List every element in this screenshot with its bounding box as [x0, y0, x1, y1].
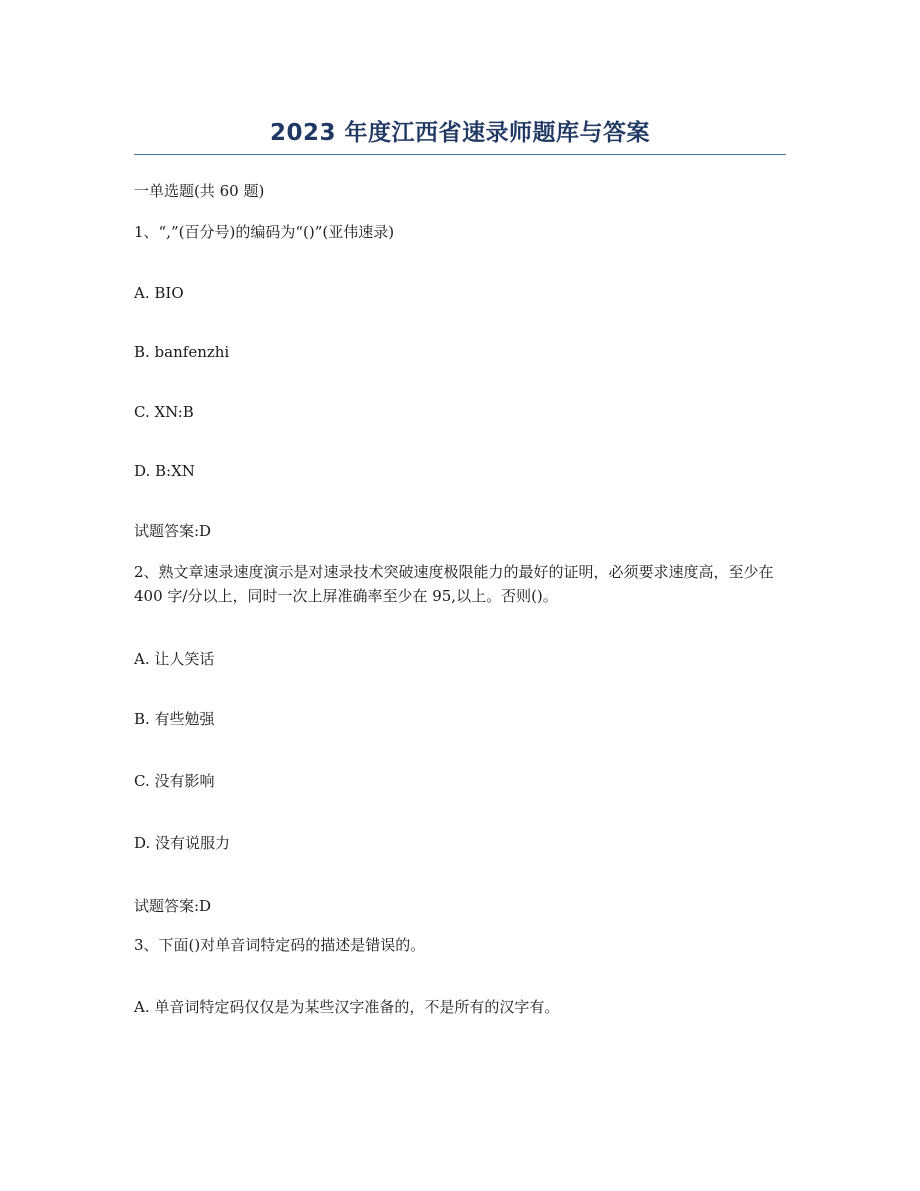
question-2-option-d: D. 没有说服力 [134, 834, 231, 852]
question-3-option-a: A. 单音词特定码仅仅是为某些汉字准备的，不是所有的汉字有。 [134, 998, 560, 1016]
question-2-option-c: C. 没有影响 [134, 772, 215, 790]
question-3-text: 3、下面()对单音词特定码的描述是错误的。 [134, 936, 426, 954]
question-2-option-b: B. 有些勉强 [134, 710, 215, 728]
question-1-option-b: B. banfenzhi [134, 343, 230, 361]
question-1-option-d: D. B:XN [134, 462, 195, 480]
question-1-text: 1、“,”(百分号)的编码为“()”(亚伟速录) [134, 223, 395, 241]
question-1-option-c: C. XN:B [134, 403, 194, 421]
section-header: 一单选题(共 60 题) [134, 182, 265, 200]
document-title: 2023 年度江西省速录师题库与答案 [269, 120, 651, 146]
title-divider [134, 154, 786, 155]
question-2-answer: 试题答案:D [134, 897, 212, 915]
question-2-text: 2、熟文章速录速度演示是对速录技术突破速度极限能力的最好的证明，必须要求速度高，至少在 400 字/分以上，同时一次上屏准确率至少在 95,以上。否则()。 [134, 563, 774, 605]
question-1-option-a: A. BIO [134, 284, 184, 302]
question-2-option-a: A. 让人笑话 [134, 650, 215, 668]
question-1-answer: 试题答案:D [134, 522, 212, 540]
